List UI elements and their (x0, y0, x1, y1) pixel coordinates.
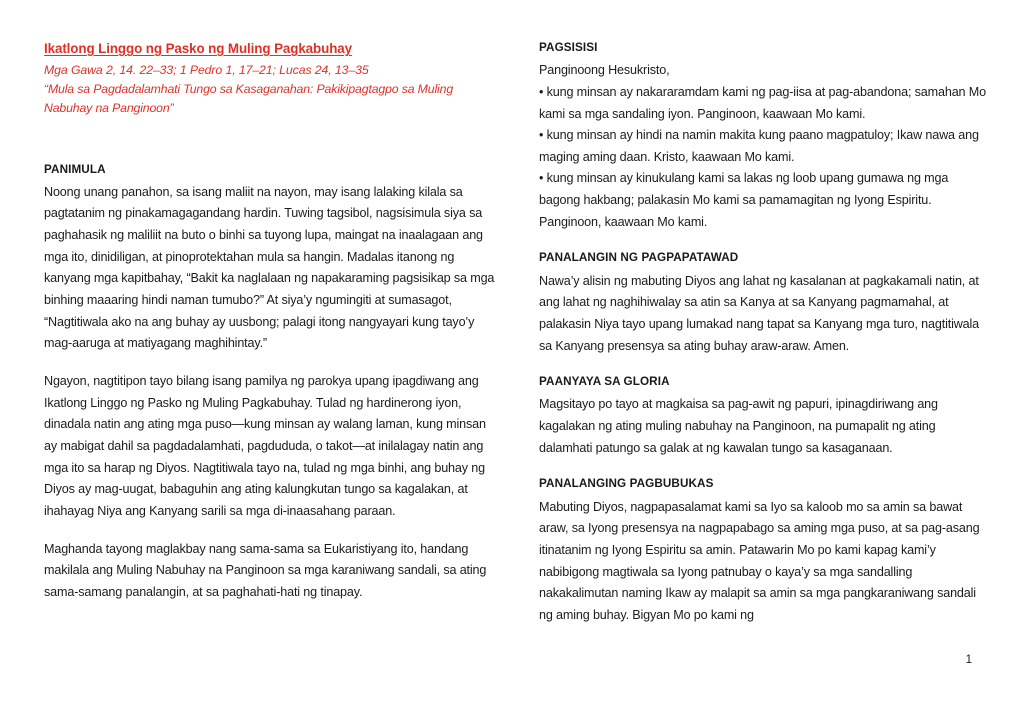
prayer-line-bullet: • kung minsan ay kinukulang kami sa lakas ng loob upang gumawa ng mga bagong hakbang; palakasin Mo kami sa pamamagitan ng Iyong Espiritu. Panginoon, kaawaan Mo kami. (539, 171, 949, 229)
section-heading-pagpapatawad: PANALANGIN NG PAGPAPATAWAD (539, 251, 739, 265)
section-heading-gloria: PAANYAYA SA GLORIA (539, 375, 670, 389)
two-column-layout (44, 40, 990, 627)
paragraph: Mabuting Diyos, nagpapasalamat kami sa Iyo sa kaloob mo sa amin sa bawat araw, sa Iyong presensya na nagpapabago sa aming mga puso, at sa pag-asang itinatanim ng Iyong Espiritu sa amin. Patawarin Mo po kami kapag kami’y nabibigong magtiwala sa Iyong patnubay o kaya’y sa mga sandalling nakakalimutan naming Ikaw ay malapit sa amin sa mga pangkaraniwang sandali ng aming buhay. Bigyan Mo po kami ng (539, 499, 980, 622)
left-column (44, 40, 495, 627)
scripture-readings: Mga Gawa 2, 14. 22–33; 1 Pedro 1, 17–21; Lucas 24, 13–35 (44, 63, 369, 78)
right-column (539, 40, 990, 627)
prayer-line-list (539, 60, 990, 233)
prayer-line-bullet: • kung minsan ay hindi na namin makita kung paano magpatuloy; Ikaw nawa ang maging aming daan. Kristo, kaawaan Mo kami. (539, 128, 979, 164)
page-number: 1 (965, 654, 972, 666)
section-heading-pagsisisi: PAGSISISI (539, 41, 598, 54)
section-pagsisisi (539, 40, 990, 233)
title-block (44, 40, 495, 118)
spacer (44, 118, 495, 162)
paragraph: Nawa’y alisin ng mabuting Diyos ang lahat ng kasalanan at pagkakamali natin, at ang lahat ng naghihiwalay sa atin sa Kanya at sa Kanyang pagmamahal, at palakasin Niya tayo upang lumakad nang tapat sa Kanyang mga turo, nagtitiwala sa Kanyang presensya sa ating buhay araw-araw. Amen. (539, 273, 980, 353)
paragraph: Maghanda tayong maglakbay nang sama-sama sa Eukaristiyang ito, handang makilala ang Muling Nabuhay na Panginoon sa mga karaniwang sandali, sa ating sama-samang panalangin, at sa paghahati-hati ng tinapay. (44, 541, 487, 599)
section-gloria (539, 374, 990, 459)
section-heading-panimula: PANIMULA (44, 162, 106, 176)
paragraph: Noong unang panahon, sa isang maliit na nayon, may isang lalaking kilala sa pagtatanim ng pinakamagagandang hardin. Tuwing tagsibol, nagsisimula siya sa paghahasik ng maliliit na buto o binhi sa tuyong lupa, maingat na inaalagaan ang mga ito, dinidiligan, at pinoprotektahan mula sa hangin. Madalas itanong ng kanyang mga kapitbahay, “Bakit ka naglalaan ng napakaraming pagsisikap sa mga binhing maaaring hindi naman tumubo?” At siya’y ngumingiti at sumasagot, “Nagtitiwala ako na ang buhay ay uusbong; palagi itong nangyayari kung tayo’y mag-aaruga at matiyagang maghihintay.” (44, 184, 495, 351)
prayer-line-bullet: • kung minsan ay nakararamdam kami ng pag-iisa at pag-abandona; samahan Mo kami sa mga sandaling iyon. Panginoon, kaawaan Mo kami. (539, 84, 986, 121)
section-pagpapatawad (539, 250, 990, 357)
prayer-line: Panginoong Hesukristo, (539, 63, 670, 78)
paragraph: Ngayon, nagtitipon tayo bilang isang pamilya ng parokya upang ipagdiwang ang Ikatlong Linggo ng Pasko ng Muling Pagkabuhay. Tulad ng hardinerong iyon, dinadala natin ang ating mga puso—kung minsan ay walang laman, kung minsan ay mabigat dahil sa pagdadalamhati, pagdududa, o takot—at inilalagay natin ang mga ito sa harap ng Diyos. Nagtitiwala tayo na, tulad ng mga binhi, ang buhay ng Diyos ay mag-uugat, babaguhin ang ating kalungkutan tungo sa kagalakan, at ihahayag Niya ang Kanyang sarili sa mga di-inaasahang paraan. (44, 374, 486, 519)
paper-sheet (14, 0, 1010, 724)
document-theme: “Mula sa Pagdadalamhati Tungo sa Kasaganahan: Pakikipagtagpo sa Muling Nabuhay na Panginoon” (44, 81, 454, 115)
document-title: Ikatlong Linggo ng Pasko ng Muling Pagkabuhay (44, 41, 352, 56)
section-pagbubukas (539, 476, 990, 626)
section-heading-pagbubukas: PANALANGING PAGBUBUKAS (539, 477, 714, 491)
paragraph: Magsitayo po tayo at magkaisa sa pag-awit ng papuri, ipinagdiriwang ang kagalakan ng ating muling nabuhay na Panginoon, na pumapalit ng ating dalamhati patungo sa galak at ng kawalan tungo sa kasaganaan. (539, 397, 938, 455)
section-panimula (44, 162, 495, 604)
